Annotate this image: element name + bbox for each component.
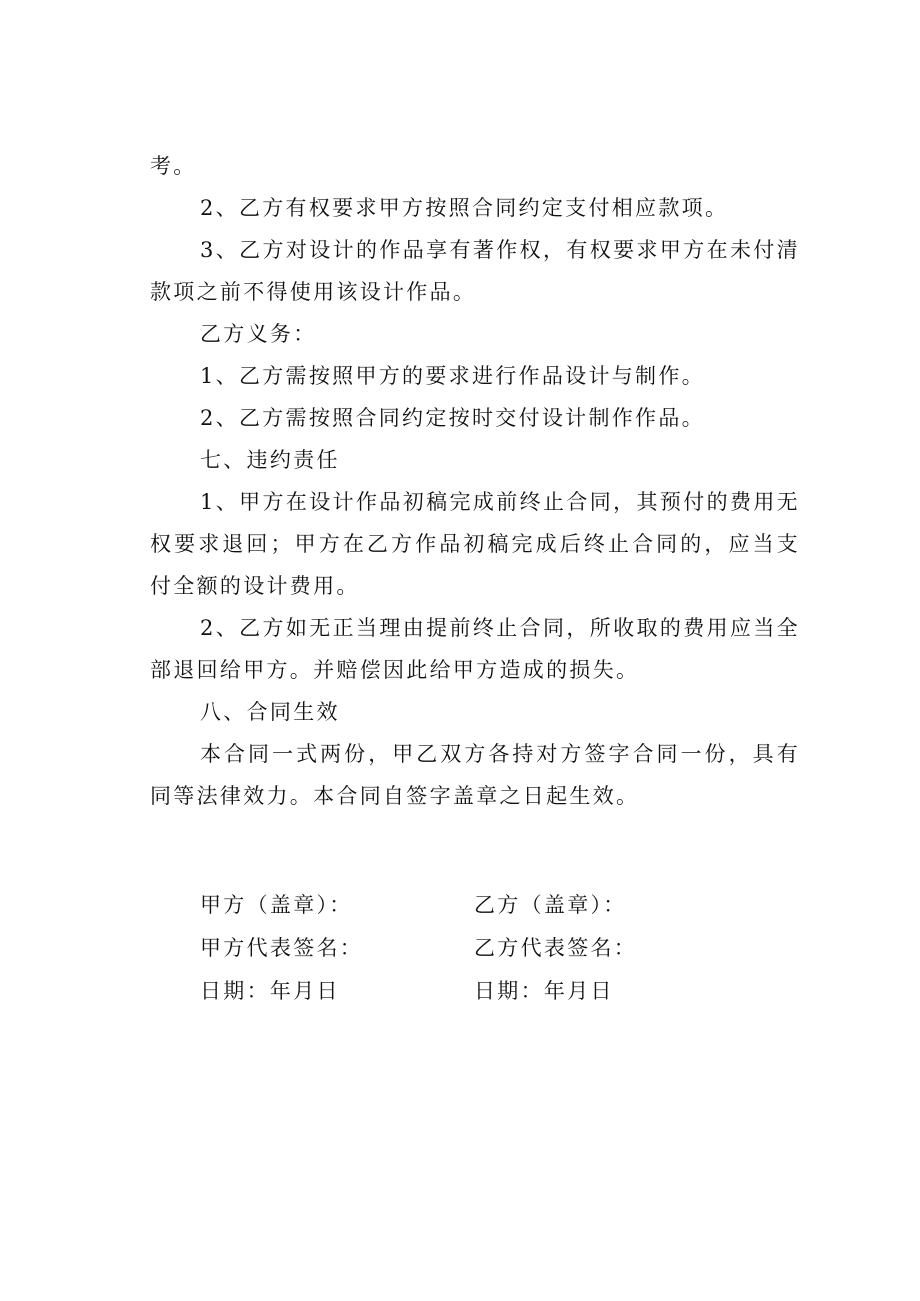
date-row: [200, 970, 760, 1013]
party-b-obligation-2: 2、乙方需按照合同约定按时交付设计制作作品。: [200, 406, 705, 430]
section-heading-breach: 七、违约责任: [200, 448, 340, 472]
party-b-date-label: 日期：年月日: [474, 979, 614, 1003]
party-b-obligations-heading: 乙方义务：: [200, 322, 317, 346]
paragraph-continuation: 考。: [150, 154, 197, 178]
party-b-obligation-1: 1、乙方需按照甲方的要求进行作品设计与制作。: [200, 364, 705, 388]
party-a-representative-label: 甲方代表签名：: [200, 936, 364, 960]
party-b-representative-label: 乙方代表签名：: [474, 936, 638, 960]
breach-clause-2: 2、乙方如无正当理由提前终止合同，所收取的费用应当全部退回给甲方。并赔偿因此给甲方造成的损失。: [150, 616, 800, 682]
party-b-seal-label: 乙方（盖章）：: [474, 893, 627, 917]
party-b-right-2: 2、乙方有权要求甲方按照合同约定支付相应款项。: [200, 196, 729, 220]
breach-clause-1: 1、甲方在设计作品初稿完成前终止合同，其预付的费用无权要求退回；甲方在乙方作品初稿完成后终止合同的，应当支付全额的设计费用。: [150, 490, 800, 598]
party-a-date-label: 日期：年月日: [200, 979, 340, 1003]
party-a-seal-label: 甲方（盖章）：: [200, 893, 353, 917]
section-heading-effectiveness: 八、合同生效: [200, 700, 340, 724]
representative-row: [200, 927, 760, 970]
signature-block: [200, 884, 760, 1013]
effectiveness-clause: 本合同一式两份，甲乙双方各持对方签字合同一份，具有同等法律效力。本合同自签字盖章之日起生效。: [150, 742, 800, 808]
party-b-right-3: 3、乙方对设计的作品享有著作权，有权要求甲方在未付清款项之前不得使用该设计作品。: [150, 238, 800, 304]
seal-row: [200, 884, 760, 927]
contract-body: [150, 145, 800, 817]
